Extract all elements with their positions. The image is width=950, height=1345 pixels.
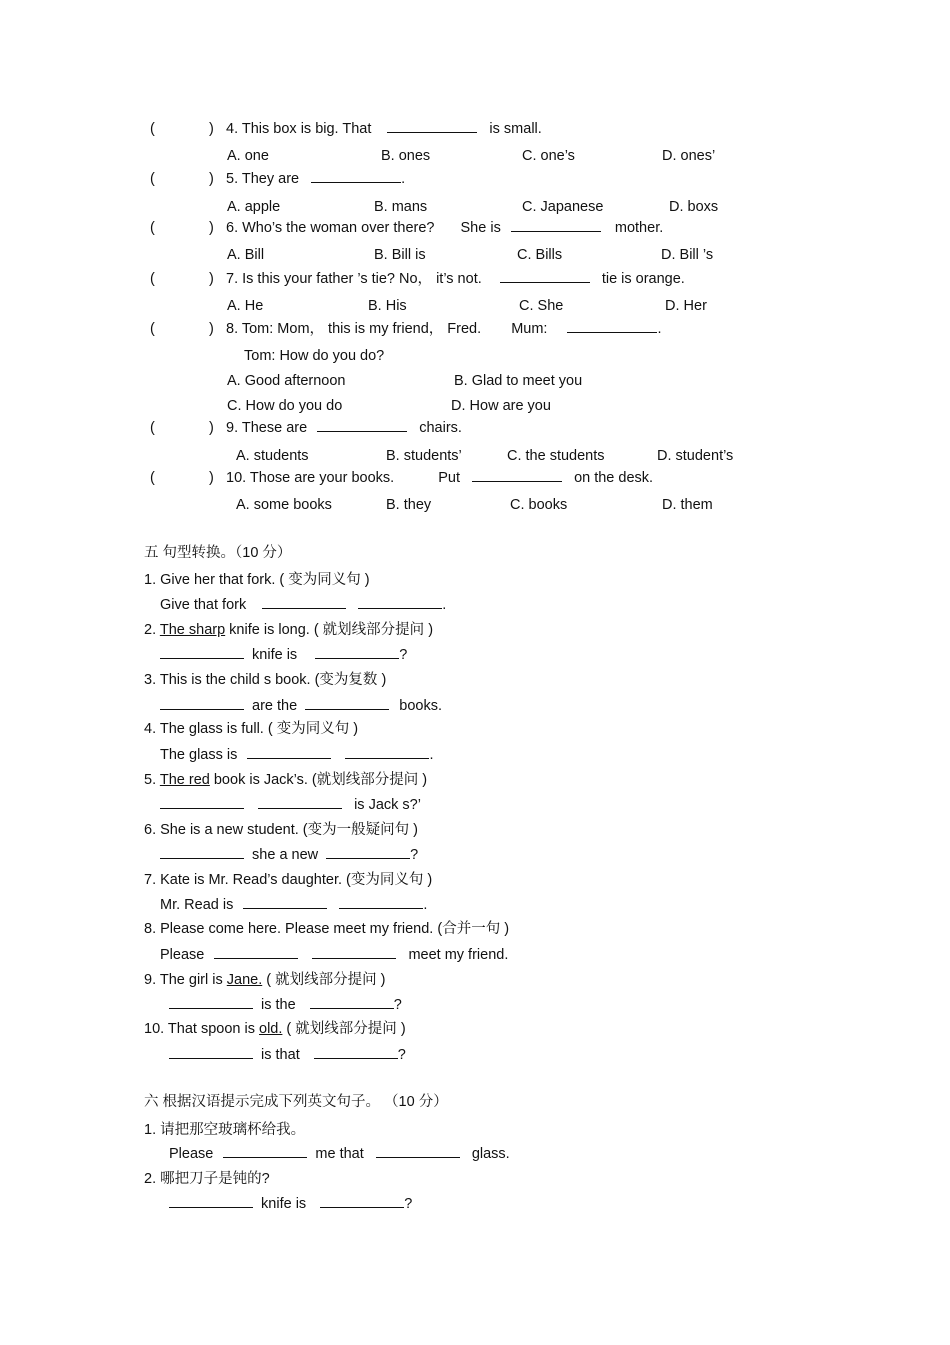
q9-opt-a: A. students [236,448,309,464]
q6-stem-end: mother. [614,220,664,236]
q9-stem [226,419,462,437]
q8-opt-d: D. How are you [451,398,551,414]
q6-opt-c: C. Bills [517,247,563,263]
s5-a10-blank-1[interactable] [169,1046,253,1059]
q6-blank[interactable] [511,219,601,232]
s5-a1-blank-2[interactable] [358,596,442,609]
s5-a6-end: ? [410,847,419,863]
s5-q10 [144,1020,406,1038]
paren-close: ) [209,220,214,236]
s5-q6: 6. She is a new student. (变为一般疑问句 ) [144,822,418,838]
s5-a5 [160,796,421,814]
paren-open: ( [150,220,155,236]
s5-a7-text: Mr. Read is [160,897,234,913]
q8-blank[interactable] [567,320,657,333]
section5-title: 五 句型转换。（10 分） [144,545,292,561]
paren-close: ) [209,321,214,337]
s5-q2-num: 2. [144,622,160,638]
s5-a8-blank-2[interactable] [312,946,396,959]
q7-opt-d: D. Her [665,298,707,314]
q7-stem-text: 7. Is this your father ’s tie? No， it’s not. [226,271,482,287]
q8-stem [226,320,662,338]
s5-a3-blank-1[interactable] [160,697,244,710]
s5-q4: 4. The glass is full. ( 变为同义句 ) [144,721,359,737]
s5-a9-end: ? [393,997,402,1013]
q5-stem [226,170,405,188]
q6-stem-text: 6. Who’s the woman over there? [226,220,435,236]
s5-q5-text: book is Jack’s. (就划线部分提问 ) [209,772,428,788]
q6-stem-mid: She is [460,220,501,236]
paren-close: ) [209,171,214,187]
s5-a3-mid: are the [252,698,298,714]
s5-a1 [160,596,446,614]
s5-q1 [144,571,370,589]
s5-a9-blank-1[interactable] [169,996,253,1009]
s5-a6-mid: she a new [252,847,319,863]
q9-stem-end: chairs. [419,420,462,436]
s5-a2-blank-2[interactable] [315,646,399,659]
s5-a2-mid: knife is [252,647,298,663]
q10-opt-c: C. books [510,497,568,513]
s6-a1-mid: me that [315,1146,364,1162]
q5-stem-text: 5. They are [226,171,300,187]
s5-a5-blank-2[interactable] [258,796,342,809]
s6-a1-text: Please [169,1146,214,1162]
q10-stem-end: on the desk. [574,470,654,486]
q7-blank[interactable] [500,270,590,283]
q4-blank[interactable] [387,120,477,133]
q6-stem [226,219,663,237]
s5-q5-underlined: The red [159,772,210,788]
s5-a7-blank-1[interactable] [243,896,327,909]
s5-a3 [160,697,442,715]
s5-a4-blank-2[interactable] [345,746,429,759]
s5-q8: 8. Please come here. Please meet my friend. (合并一句 ) [144,921,510,937]
s6-a2-mid: knife is [261,1196,307,1212]
s5-a9-mid: is the [261,997,296,1013]
s6-a2-blank-2[interactable] [320,1195,404,1208]
q4-stem [226,120,542,138]
s5-q9 [144,971,385,989]
q5-opt-a: A. apple [227,199,281,215]
q4-opt-c: C. one’s [522,148,575,164]
s5-q2-underlined: The sharp [159,622,226,638]
s5-q3: 3. This is the child s book. (变为复数 ) [144,672,387,688]
s6-q1: 1. 请把那空玻璃杯给我。 [144,1122,306,1138]
s5-q2 [144,621,433,639]
q4-stem-text: 4. This box is big. That [226,121,372,137]
q8-stem-end: . [657,321,662,337]
s5-a4-end: . [429,747,434,763]
paren-open: ( [150,420,155,436]
s5-q10-text: ( 就划线部分提问 ) [282,1021,406,1037]
s5-a5-blank-1[interactable] [160,796,244,809]
q8-opt-c: C. How do you do [227,398,343,414]
paren-open: ( [150,121,155,137]
s5-a5-end: is Jack s?’ [354,797,421,813]
s5-a8 [160,946,508,964]
s5-q10-num: 10. That spoon is [144,1021,260,1037]
s5-a6-blank-2[interactable] [326,846,410,859]
q7-stem-end: tie is orange. [601,271,685,287]
s5-a10-mid: is that [261,1047,300,1063]
q4-stem-end: is small. [489,121,542,137]
s5-a9 [169,996,402,1014]
q9-opt-b: B. students’ [386,448,462,464]
q4-opt-b: B. ones [381,148,431,164]
q5-blank[interactable] [311,170,401,183]
s6-a1 [169,1145,510,1163]
q10-stem-mid: Put [438,470,460,486]
paren-close: ) [209,420,214,436]
s5-q5-num: 5. [144,772,160,788]
section6-title: 六 根据汉语提示完成下列英文句子。 （10 分） [144,1094,448,1110]
q5-opt-c: C. Japanese [522,199,604,215]
paren-close: ) [209,271,214,287]
q8-stem-text: 8. Tom: Mom， this is my friend， Fred. [226,321,482,337]
q10-opt-b: B. they [386,497,432,513]
q9-stem-text: 9. These are [226,420,308,436]
s5-a1-end: . [442,597,447,613]
q8-stem-mid: Mum: [511,321,548,337]
s5-a4 [160,746,433,764]
s5-a1-blank-1[interactable] [262,596,346,609]
s5-a6 [160,846,418,864]
s6-q2: 2. 哪把刀子是钝的? [144,1171,270,1187]
q7-opt-a: A. He [227,298,264,314]
q10-stem-text: 10. Those are your books. [226,470,395,486]
s5-a3-blank-2[interactable] [305,697,389,710]
s5-q5 [144,771,427,789]
q5-opt-d: D. boxs [669,199,719,215]
q7-stem [226,270,685,288]
s5-a2-end: ? [399,647,408,663]
s5-a7-end: . [423,897,428,913]
s5-a7-blank-2[interactable] [339,896,423,909]
q7-opt-b: B. His [368,298,407,314]
s5-a2-blank-1[interactable] [160,646,244,659]
s5-a10-end: ? [397,1047,406,1063]
s5-a3-end: books. [399,698,442,714]
paren-open: ( [150,171,155,187]
q8-line2: Tom: How do you do? [244,348,385,364]
s5-q9-underlined: Jane. [226,972,263,988]
s5-a8-end: meet my friend. [408,947,509,963]
s5-q9-num: 9. The girl is [144,972,227,988]
s6-a1-blank-1[interactable] [223,1145,307,1158]
q8-opt-a: A. Good afternoon [227,373,346,389]
s6-a2-end: ? [404,1196,413,1212]
q8-opt-b: B. Glad to meet you [454,373,583,389]
q9-opt-d: D. student’s [657,448,734,464]
q4-opt-d: D. ones’ [662,148,716,164]
q5-opt-b: B. mans [374,199,428,215]
paren-open: ( [150,271,155,287]
q5-stem-end: . [401,171,406,187]
paren-close: ) [209,470,214,486]
s5-a10 [169,1046,406,1064]
s5-q10-underlined: old. [259,1021,283,1037]
s5-a10-blank-2[interactable] [314,1046,398,1059]
s5-a8-blank-1[interactable] [214,946,298,959]
q10-stem [226,469,653,487]
q10-opt-a: A. some books [236,497,332,513]
q6-opt-b: B. Bill is [374,247,426,263]
paren-open: ( [150,321,155,337]
q9-opt-c: C. the students [507,448,605,464]
paren-open: ( [150,470,155,486]
q7-opt-c: C. She [519,298,564,314]
s5-q1-text: 1. Give her that fork. ( [144,572,285,588]
s5-q1-note: 变为同义句 ) [284,572,370,588]
q4-opt-a: A. one [227,148,269,164]
s5-a6-blank-1[interactable] [160,846,244,859]
s5-a4-text: The glass is [160,747,238,763]
s5-q2-text: knife is long. ( 就划线部分提问 ) [225,622,434,638]
s6-a2-blank-1[interactable] [169,1195,253,1208]
s6-a1-blank-2[interactable] [376,1145,460,1158]
paren-close: ) [209,121,214,137]
s5-q9-text: ( 就划线部分提问 ) [262,972,386,988]
s5-a9-blank-2[interactable] [310,996,394,1009]
s5-a2 [160,646,407,664]
s5-a4-blank-1[interactable] [247,746,331,759]
s5-q7: 7. Kate is Mr. Read’s daughter. (变为同义句 ) [144,872,433,888]
s5-a8-text: Please [160,947,205,963]
q9-blank[interactable] [317,419,407,432]
s6-a1-end: glass. [471,1146,510,1162]
q6-opt-a: A. Bill [227,247,265,263]
q10-blank[interactable] [472,469,562,482]
s5-a1-text: Give that fork [160,597,247,613]
s5-a7 [160,896,427,914]
q10-opt-d: D. them [662,497,713,513]
q6-opt-d: D. Bill ’s [661,247,714,263]
s6-a2 [169,1195,412,1213]
